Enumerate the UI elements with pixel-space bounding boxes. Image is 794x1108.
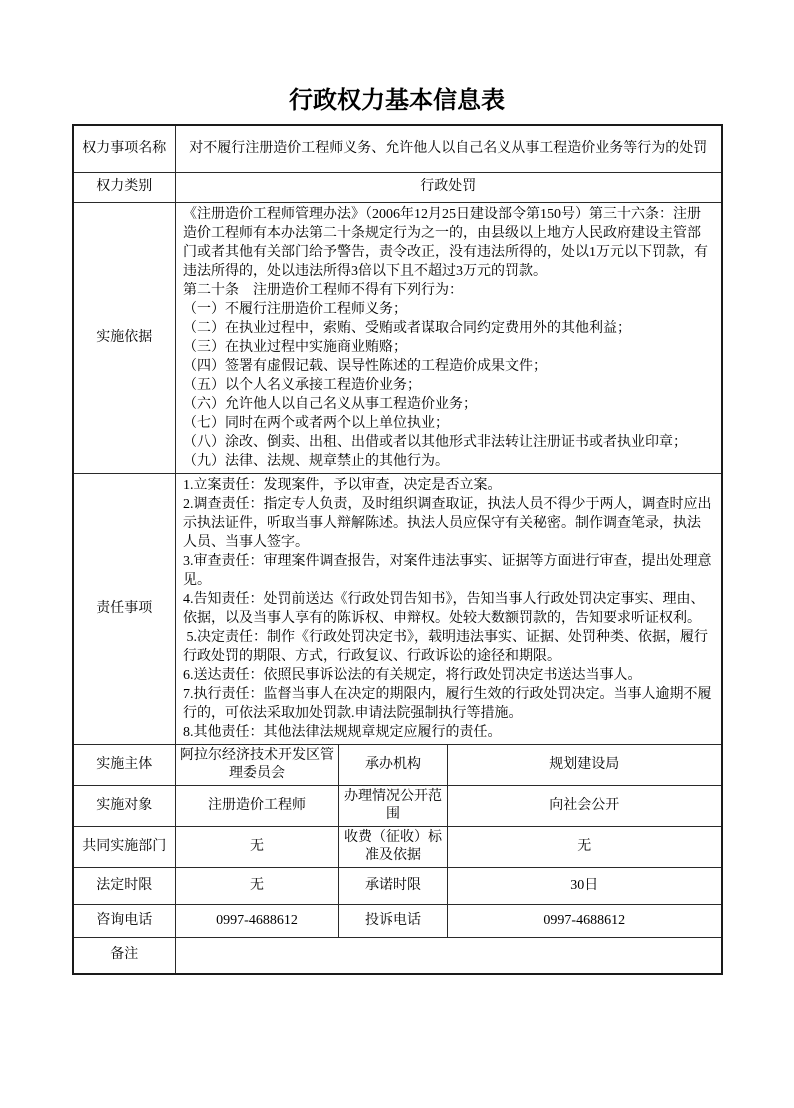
value-fee-standard: 无 [448,826,722,867]
value-power-item-name: 对不履行注册造价工程师义务、允许他人以自己名义从事工程造价业务等行为的处罚 [176,125,722,172]
label-responsibility-items: 责任事项 [73,473,176,744]
value-responsibility-items: 1.立案责任：发现案件，予以审查，决定是否立案。 2.调查责任：指定专人负责，及时组织调查取证，执法人员不得少于两人，调查时应出示执法证件，听取当事人辩解陈述。执法人员应保守有关秘密。制作调查笔录，执法人员、当事人签字。 3.审查责任：审理案件调查报告，对案件违法事实、证据等方面进行审查，提出处理意见。 4.告知责任：处罚前送达《行政处罚告知书》，告知当事人行政处罚决定事实、理由、依据，以及当事人享有的陈诉权、申辩权。处较大数额罚款的，告知要求听证权利。 5.决定责任：制作《行政处罚决定书》，载明违法事实、证据、处罚种类、依据，履行行政处罚的期限、方式，行政复议、行政诉讼的途径和期限。 6.送达责任：依照民事诉讼法的有关规定，将行政处罚决定书送达当事人。 7.执行责任：监督当事人在决定的期限内，履行生效的行政处罚决定。当事人逾期不履行的，可依法采取加处罚款.申请法院强制执行等措施。 8.其他责任：其他法律法规规章规定应履行的责任。 [176,473,722,744]
value-complaint-phone: 0997-4688612 [448,904,722,937]
value-remarks [176,937,722,974]
value-consultation-phone: 0997-4688612 [176,904,339,937]
label-power-item-name: 权力事项名称 [73,125,176,172]
label-joint-departments: 共同实施部门 [73,826,176,867]
page-title: 行政权力基本信息表 [289,88,505,114]
power-category-row [73,172,722,202]
label-fee-standard: 收费（征收）标准及依据 [339,826,448,867]
label-legal-time-limit: 法定时限 [73,867,176,904]
value-implementation-target: 注册造价工程师 [176,785,339,826]
responsibility-items-row [73,473,722,744]
joint-implementation-row [73,826,722,867]
value-handling-agency: 规划建设局 [448,744,722,785]
phone-row [73,904,722,937]
implementation-basis-row [73,202,722,473]
value-promised-time-limit: 30日 [448,867,722,904]
value-implementation-subject: 阿拉尔经济技术开发区管理委员会 [176,744,339,785]
label-implementation-subject: 实施主体 [73,744,176,785]
time-limit-row [73,867,722,904]
label-promised-time-limit: 承诺时限 [339,867,448,904]
label-complaint-phone: 投诉电话 [339,904,448,937]
value-power-category: 行政处罚 [176,172,722,202]
value-implementation-basis: 《注册造价工程师管理办法》（2006年12月25日建设部令第150号）第三十六条：注册造价工程师有本办法第二十条规定行为之一的，由县级以上地方人民政府建设主管部门或者其他有关部门给予警告，责令改正，没有违法所得的，处以1万元以下罚款，有违法所得的，处以违法所得3倍以下且不超过3万元的罚款。 第二十条 注册造价工程师不得有下列行为： （一）不履行注册造价工程师义务； （二）在执业过程中，索贿、受贿或者谋取合同约定费用外的其他利益； （三）在执业过程中实施商业贿赂； （四）签署有虚假记载、误导性陈述的工程造价成果文件； （五）以个人名义承接工程造价业务； （六）允许他人以自己名义从事工程造价业务； （七）同时在两个或者两个以上单位执业； （八）涂改、倒卖、出租、出借或者以其他形式非法转让注册证书或者执业印章； （九）法律、法规、规章禁止的其他行为。 [176,202,722,473]
value-legal-time-limit: 无 [176,867,339,904]
implementation-subject-row [73,744,722,785]
implementation-target-row [73,785,722,826]
label-handling-agency: 承办机构 [339,744,448,785]
value-disclosure-scope: 向社会公开 [448,785,722,826]
remarks-row [73,937,722,974]
info-table [72,124,723,975]
label-consultation-phone: 咨询电话 [73,904,176,937]
power-name-row [73,125,722,172]
label-remarks: 备注 [73,937,176,974]
label-disclosure-scope: 办理情况公开范围 [339,785,448,826]
label-implementation-target: 实施对象 [73,785,176,826]
value-joint-departments: 无 [176,826,339,867]
label-power-category: 权力类别 [73,172,176,202]
label-implementation-basis: 实施依据 [73,202,176,473]
